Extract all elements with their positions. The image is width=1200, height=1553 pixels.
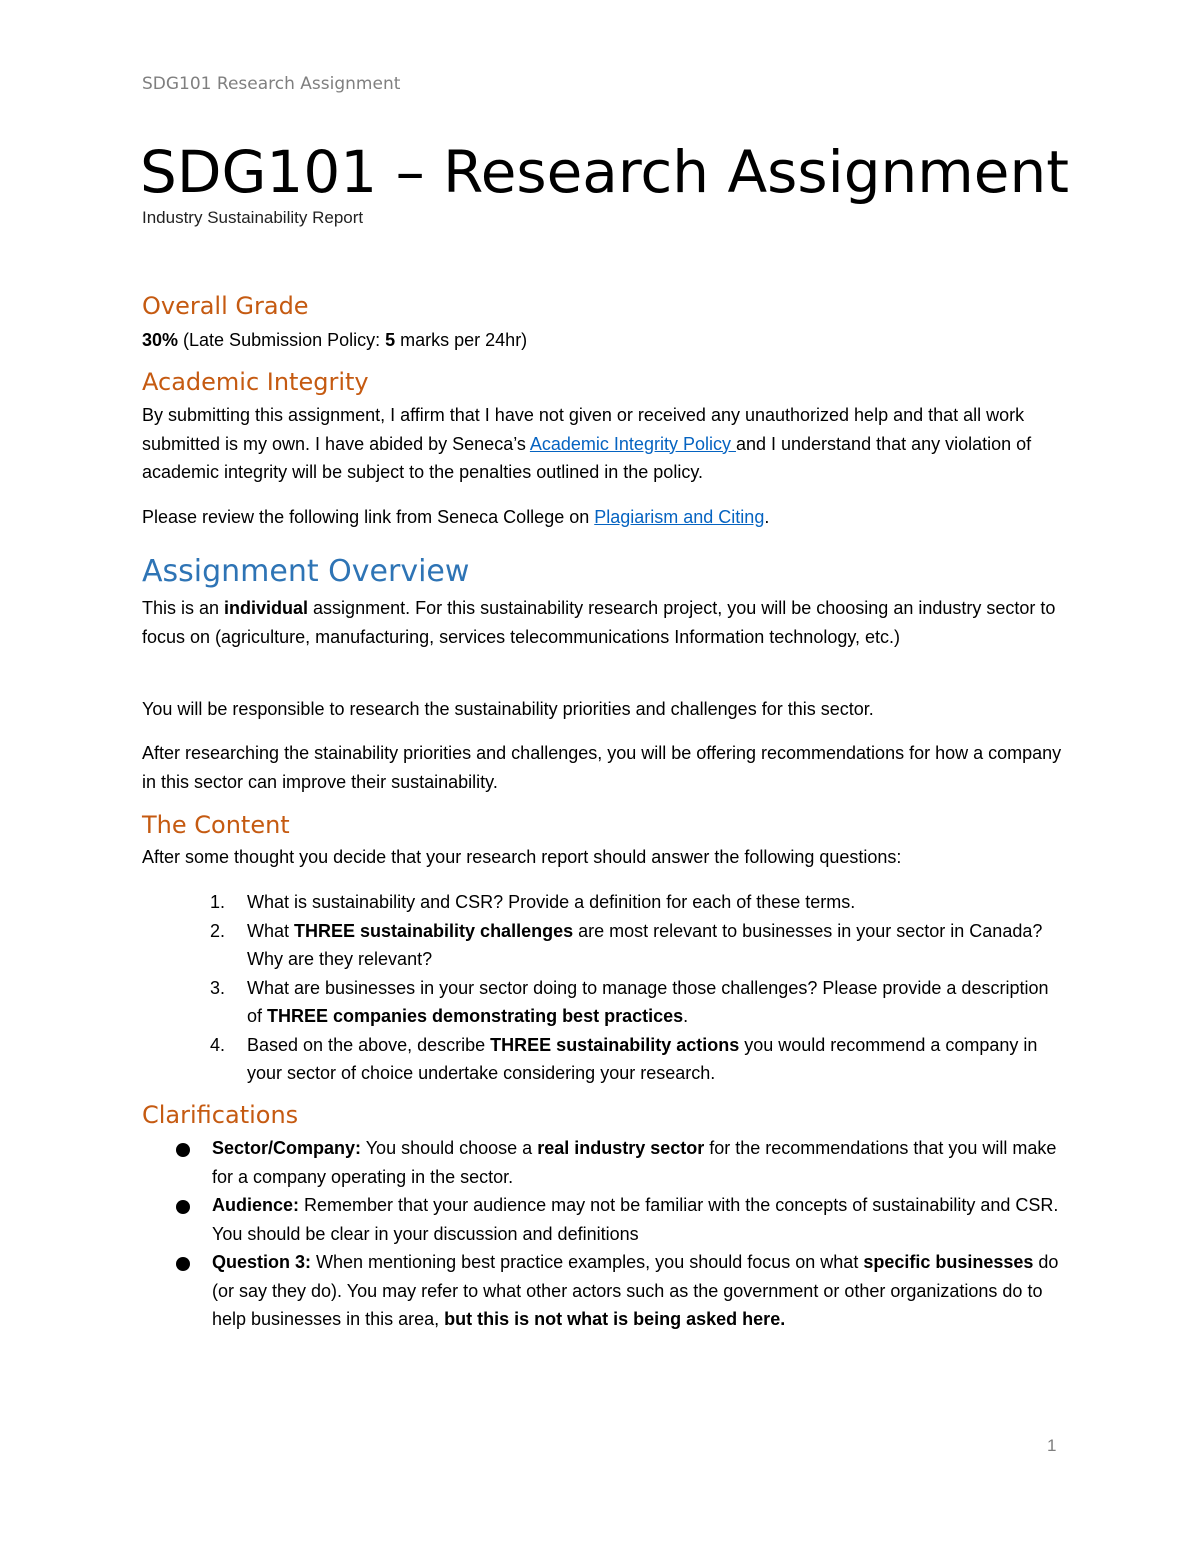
clarification-text-end: do (or say they do). You may refer to what other actors such as the government or other organizations do to help businesses in this area, bbox=[212, 1252, 1059, 1329]
content-heading: The Content bbox=[142, 811, 290, 839]
question-text: What are businesses in your sector doing to manage those challenges? Please provide a description of bbox=[247, 977, 1049, 1026]
ov-individual: individual bbox=[224, 598, 309, 618]
grade-percent: 30% bbox=[142, 330, 179, 350]
question-item bbox=[210, 888, 1060, 917]
bullet-icon bbox=[176, 1257, 190, 1271]
academic-integrity-paragraph bbox=[142, 401, 1072, 487]
plag-text-a: Please review the following link from Seneca College on bbox=[142, 507, 595, 527]
grade-text-a: (Late Submission Policy: bbox=[178, 330, 386, 350]
clarification-item bbox=[176, 1248, 1066, 1334]
clarification-text: When mentioning best practice examples, you should focus on what bbox=[311, 1252, 864, 1272]
question-text: What is sustainability and CSR? Provide a definition for each of these terms. bbox=[247, 892, 856, 912]
bullet-icon bbox=[176, 1200, 190, 1214]
clarification-label: Audience: bbox=[212, 1195, 300, 1215]
academic-integrity-heading: Academic Integrity bbox=[142, 368, 369, 396]
question-text-end: are most relevant to businesses in your sector in Canada? Why are they relevant? bbox=[247, 920, 1043, 969]
question-bold: THREE sustainability actions bbox=[490, 1034, 740, 1055]
question-bold: THREE companies demonstrating best practices bbox=[267, 1006, 684, 1026]
questions-list bbox=[210, 888, 1060, 1088]
page-number: 1 bbox=[1047, 1436, 1057, 1455]
content-intro: After some thought you decide that your research report should answer the following questions: bbox=[142, 847, 902, 867]
clarification-item bbox=[176, 1191, 1066, 1248]
plagiarism-paragraph bbox=[142, 503, 1072, 532]
clarification-item bbox=[176, 1134, 1066, 1191]
overview-paragraph-1 bbox=[142, 594, 1072, 651]
plag-text-b: . bbox=[764, 507, 770, 527]
assignment-overview-heading: Assignment Overview bbox=[142, 554, 470, 589]
plagiarism-citing-link[interactable]: Plagiarism and Citing bbox=[594, 507, 765, 527]
overview-paragraph-3: After researching the stainability priorities and challenges, you will be offering recommendations for how a company in this sector can improve their sustainability. bbox=[142, 743, 1062, 792]
overview-paragraph-2: You will be responsible to research the sustainability priorities and challenges for this sector. bbox=[142, 699, 874, 719]
ov-text-b: assignment. For this sustainability research project, you will be choosing an industry sector to focus on (agriculture, manufacturing, services telecommunications Information technology, etc.) bbox=[142, 598, 1056, 647]
clarification-bold-end: but this is not what is being asked here. bbox=[444, 1309, 786, 1329]
grade-text-b: marks per 24hr) bbox=[395, 330, 528, 350]
document-title: SDG101 – Research Assignment bbox=[140, 138, 1069, 206]
academic-integrity-policy-link[interactable]: Academic Integrity Policy bbox=[529, 433, 736, 454]
question-number: 1. bbox=[210, 892, 226, 912]
question-number: 4. bbox=[210, 1034, 226, 1055]
question-text: Based on the above, describe bbox=[247, 1034, 491, 1055]
clarification-label: Sector/Company: bbox=[212, 1138, 362, 1158]
question-bold: THREE sustainability challenges bbox=[294, 920, 574, 941]
ai-text-b: and I understand that any violation of academic integrity will be subject to the penalties outlined in the policy. bbox=[142, 433, 1032, 482]
question-number: 2. bbox=[210, 920, 226, 941]
question-text-end: . bbox=[683, 1006, 689, 1026]
clarification-bold: real industry sector bbox=[537, 1138, 705, 1158]
ai-text-a: By submitting this assignment, I affirm that I have not given or received any unauthorized help and that all work submitted is my own. I have abided by Seneca’s bbox=[142, 405, 1025, 454]
bullet-icon bbox=[176, 1143, 190, 1157]
clarification-label: Question 3: bbox=[212, 1252, 312, 1272]
ov-text-a: This is an bbox=[142, 598, 225, 618]
question-text: What bbox=[247, 920, 295, 941]
question-number: 3. bbox=[210, 977, 226, 998]
clarification-text: You should choose a bbox=[361, 1138, 538, 1158]
clarification-bold: specific businesses bbox=[863, 1252, 1034, 1272]
question-item bbox=[210, 974, 1060, 1031]
clarifications-heading: Clarifications bbox=[142, 1101, 299, 1129]
question-text-end: you would recommend a company in your sector of choice undertake considering your research. bbox=[247, 1034, 1038, 1083]
clarification-text-end: for the recommendations that you will make for a company operating in the sector. bbox=[212, 1138, 1057, 1187]
late-marks: 5 bbox=[385, 330, 396, 350]
running-header: SDG101 Research Assignment bbox=[142, 74, 401, 94]
clarifications-list bbox=[176, 1134, 1066, 1334]
clarification-text: Remember that your audience may not be familiar with the concepts of sustainability and CSR. You should be clear in your discussion and definitions bbox=[212, 1195, 1059, 1244]
question-item bbox=[210, 1031, 1060, 1088]
overall-grade-heading: Overall Grade bbox=[142, 292, 309, 320]
document-subtitle: Industry Sustainability Report bbox=[142, 208, 364, 227]
overall-grade-text bbox=[142, 326, 1072, 355]
question-item bbox=[210, 917, 1060, 974]
